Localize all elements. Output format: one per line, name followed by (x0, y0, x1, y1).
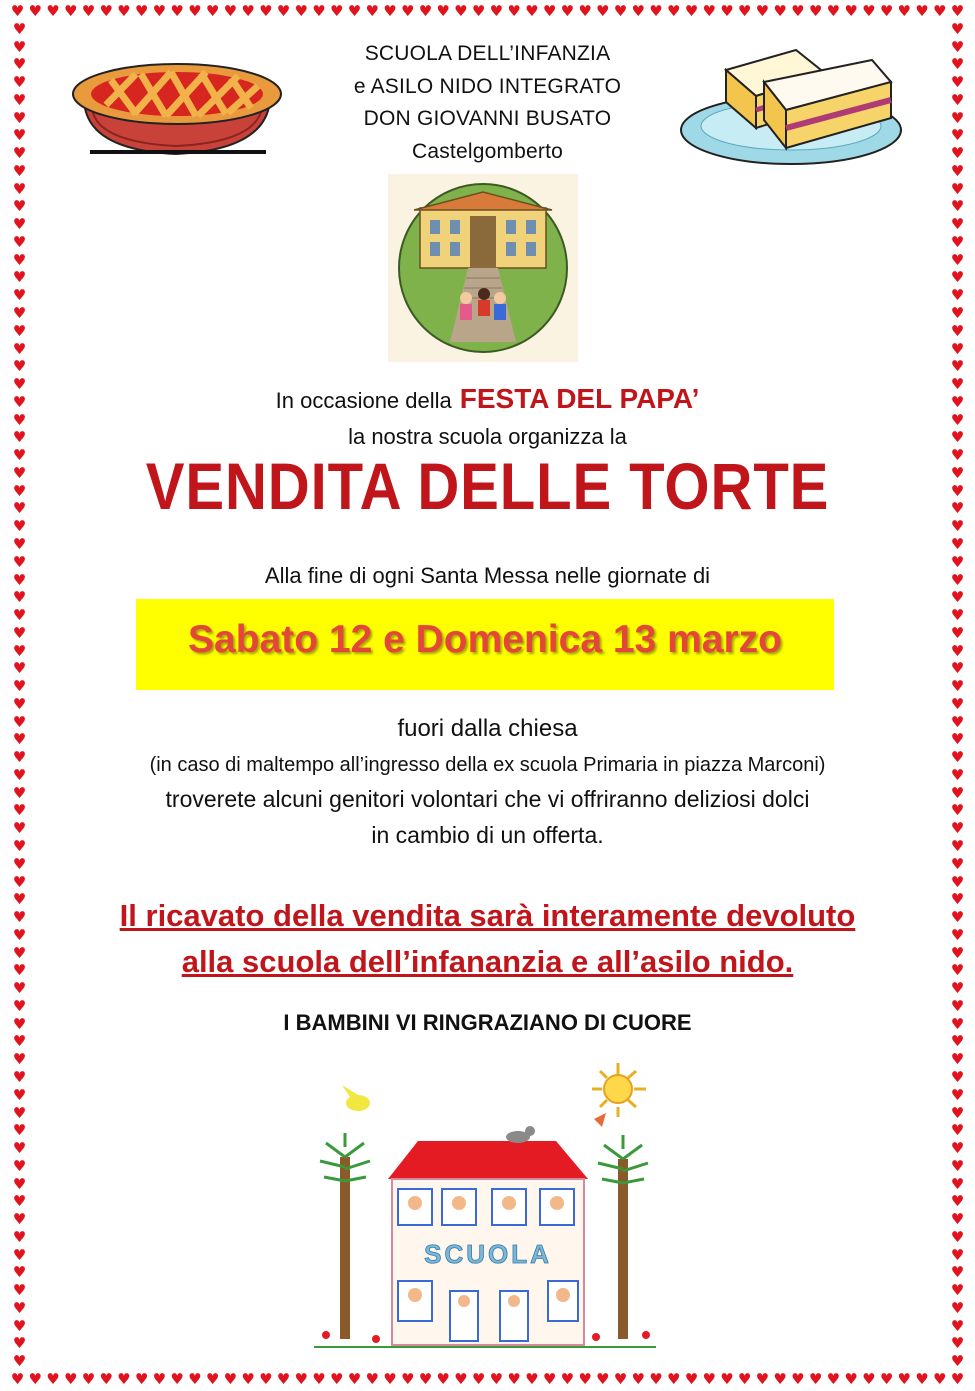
heart-icon: ♥ (950, 1156, 965, 1175)
heart-icon: ♥ (10, 2, 25, 20)
heart-icon: ♥ (12, 1227, 27, 1246)
heart-icon: ♥ (152, 2, 167, 20)
proceeds-line-2: alla scuola dell’infananzia e all’asilo nido. (181, 944, 794, 979)
heart-icon: ♥ (666, 2, 681, 20)
heart-icon: ♥ (808, 2, 823, 20)
heart-icon: ♥ (12, 1334, 27, 1353)
heart-icon: ♥ (81, 2, 96, 20)
heart-icon: ♥ (507, 1370, 521, 1388)
heart-icon: ♥ (12, 1121, 27, 1140)
heart-icon: ♥ (950, 588, 965, 607)
heart-icon: ♥ (950, 1139, 965, 1158)
heart-icon: ♥ (578, 2, 592, 20)
heart-icon: ♥ (12, 996, 27, 1015)
school-name-line-3: DON GIOVANNI BUSATO (363, 107, 612, 130)
heart-icon: ♥ (471, 2, 486, 20)
heart-icon: ♥ (12, 748, 27, 767)
heart-icon: ♥ (950, 286, 965, 305)
heart-icon: ♥ (791, 1370, 805, 1388)
heart-icon: ♥ (950, 499, 965, 518)
heart-icon: ♥ (755, 1370, 770, 1388)
heart-icon: ♥ (542, 2, 557, 20)
heart-icon: ♥ (12, 1352, 27, 1371)
heart-icon: ♥ (631, 1370, 645, 1388)
heart-icon: ♥ (12, 606, 27, 625)
heart-icon: ♥ (12, 179, 27, 198)
heart-icon: ♥ (897, 1370, 911, 1388)
heart-icon: ♥ (950, 1370, 965, 1388)
heart-icon: ♥ (12, 55, 27, 74)
heart-icon: ♥ (347, 1370, 362, 1388)
heart-icon: ♥ (418, 1370, 433, 1388)
heart-icon: ♥ (223, 1370, 238, 1388)
heart-icon: ♥ (12, 677, 27, 696)
heart-icon: ♥ (312, 2, 326, 20)
heart-icon: ♥ (702, 1370, 716, 1388)
thanks-message: I BAMBINI VI RINGRAZIANO DI CUORE (283, 1010, 692, 1035)
heart-icon: ♥ (950, 765, 965, 784)
heart-icon: ♥ (613, 2, 628, 20)
date-highlight-box (136, 599, 834, 690)
heart-icon: ♥ (12, 446, 27, 465)
heart-icon: ♥ (12, 215, 27, 234)
heart-icon: ♥ (950, 517, 965, 536)
heart-icon: ♥ (12, 783, 27, 802)
heart-icon: ♥ (152, 1370, 167, 1388)
heart-icon: ♥ (950, 126, 965, 145)
heart-icon: ♥ (950, 1334, 965, 1353)
heart-icon: ♥ (12, 1067, 27, 1086)
heart-icon: ♥ (12, 979, 27, 998)
heart-icon: ♥ (12, 90, 27, 109)
heart-icon: ♥ (12, 1281, 27, 1300)
page-title: VENDITA DELLE TORTE (145, 449, 830, 523)
heart-icon: ♥ (950, 961, 965, 980)
heart-icon: ♥ (613, 1370, 628, 1388)
heart-icon: ♥ (950, 730, 965, 749)
heart-icon: ♥ (950, 694, 965, 713)
heart-icon: ♥ (330, 1370, 344, 1388)
heart-icon: ♥ (950, 1210, 965, 1229)
heart-icon: ♥ (12, 19, 27, 38)
heart-icon: ♥ (28, 2, 42, 20)
heart-icon: ♥ (12, 588, 27, 607)
details-line-1: troverete alcuni genitori volontari che vi offriranno deliziosi dolci (165, 786, 810, 812)
heart-icon: ♥ (454, 2, 468, 20)
heart-icon: ♥ (950, 1245, 965, 1264)
heart-icon: ♥ (134, 2, 149, 20)
heart-icon: ♥ (400, 2, 415, 20)
heart-icon: ♥ (950, 890, 965, 909)
heart-icon: ♥ (489, 1370, 504, 1388)
heart-icon: ♥ (170, 1370, 184, 1388)
heart-icon: ♥ (259, 2, 273, 20)
heart-icon: ♥ (950, 268, 965, 287)
heart-icon: ♥ (436, 2, 450, 20)
heart-icon: ♥ (950, 161, 965, 180)
heart-icon: ♥ (99, 1370, 113, 1388)
heart-icon: ♥ (12, 730, 27, 749)
heart-icon: ♥ (950, 801, 965, 820)
heart-icon: ♥ (950, 854, 965, 873)
heart-icon: ♥ (12, 943, 27, 962)
heart-icon: ♥ (950, 232, 965, 251)
heart-icon: ♥ (241, 2, 255, 20)
heart-icon: ♥ (826, 1370, 841, 1388)
heart-icon: ♥ (950, 55, 965, 74)
heart-icon: ♥ (12, 570, 27, 589)
intro-prefix: In occasione della (275, 388, 452, 413)
heart-icon: ♥ (63, 1370, 78, 1388)
heart-icon: ♥ (312, 1370, 326, 1388)
heart-icon: ♥ (950, 108, 965, 127)
school-logo-icon (388, 174, 578, 362)
schedule-lead: Alla fine di ogni Santa Messa nelle giornate di (264, 563, 711, 588)
heart-icon: ♥ (294, 1370, 308, 1388)
heart-icon: ♥ (471, 1370, 486, 1388)
heart-icon: ♥ (720, 1370, 734, 1388)
heart-icon: ♥ (99, 2, 113, 20)
heart-icon: ♥ (578, 1370, 592, 1388)
heart-icon: ♥ (950, 837, 965, 855)
heart-icon: ♥ (12, 1316, 27, 1335)
heart-icon: ♥ (12, 925, 27, 944)
heart-icon: ♥ (791, 2, 805, 20)
heart-icon: ♥ (347, 2, 362, 20)
heart-icon: ♥ (950, 428, 965, 447)
heart-icon: ♥ (844, 1370, 858, 1388)
heart-icon: ♥ (560, 2, 575, 20)
heart-icon: ♥ (12, 801, 27, 820)
heart-icon: ♥ (188, 2, 202, 20)
school-town: Castelgomberto (411, 140, 564, 163)
heart-icon: ♥ (12, 197, 27, 216)
heart-icon: ♥ (400, 1370, 415, 1388)
heart-icon: ♥ (950, 641, 965, 660)
heart-icon: ♥ (950, 606, 965, 625)
location: fuori dalla chiesa (397, 715, 578, 742)
heart-icon: ♥ (117, 1370, 131, 1388)
heart-icon: ♥ (950, 179, 965, 198)
heart-icon: ♥ (950, 783, 965, 802)
school-name-line-2: e ASILO NIDO INTEGRATO (353, 75, 622, 98)
heart-icon: ♥ (684, 1370, 699, 1388)
heart-icon: ♥ (12, 1085, 27, 1104)
heart-icon: ♥ (12, 1050, 27, 1069)
heart-icon: ♥ (365, 2, 379, 20)
heart-icon: ♥ (489, 2, 504, 20)
heart-icon: ♥ (12, 534, 27, 553)
heart-icon: ♥ (12, 268, 27, 287)
heart-icon: ♥ (950, 819, 965, 838)
heart-icon: ♥ (737, 2, 752, 20)
heart-icon: ♥ (12, 1245, 27, 1264)
bad-weather-note: (in caso di maltempo all’ingresso della ex scuola Primaria in piazza Marconi) (149, 754, 826, 776)
heart-icon: ♥ (12, 232, 27, 251)
heart-icon: ♥ (117, 2, 131, 20)
heart-icon: ♥ (596, 2, 610, 20)
heart-icon: ♥ (950, 712, 965, 731)
heart-icon: ♥ (950, 534, 965, 553)
heart-icon: ♥ (950, 1352, 965, 1371)
heart-icon: ♥ (418, 2, 433, 20)
heart-icon: ♥ (12, 517, 27, 536)
heart-icon: ♥ (897, 2, 911, 20)
heart-icon: ♥ (12, 1103, 27, 1122)
heart-icon: ♥ (950, 1085, 965, 1104)
heart-icon: ♥ (12, 73, 27, 92)
heart-icon: ♥ (737, 1370, 752, 1388)
heart-icon: ♥ (950, 481, 965, 500)
heart-icon: ♥ (365, 1370, 379, 1388)
heart-icon: ♥ (950, 996, 965, 1015)
heart-icon: ♥ (950, 392, 965, 411)
heart-icon: ♥ (950, 1281, 965, 1300)
heart-icon: ♥ (542, 1370, 557, 1388)
heart-icon: ♥ (879, 1370, 894, 1388)
heart-icon: ♥ (12, 410, 27, 429)
heart-icon: ♥ (205, 1370, 220, 1388)
heart-icon: ♥ (294, 2, 308, 20)
heart-icon: ♥ (950, 748, 965, 767)
heart-icon: ♥ (950, 19, 965, 38)
heart-icon: ♥ (950, 1121, 965, 1140)
heart-icon: ♥ (950, 410, 965, 429)
heart-icon: ♥ (950, 925, 965, 944)
heart-icon: ♥ (915, 2, 929, 20)
heart-icon: ♥ (596, 1370, 610, 1388)
heart-icon: ♥ (950, 908, 965, 927)
heart-icon: ♥ (933, 2, 947, 20)
heart-icon: ♥ (525, 2, 539, 20)
heart-icon: ♥ (170, 2, 184, 20)
heart-icon: ♥ (330, 2, 344, 20)
heart-icon: ♥ (12, 463, 27, 482)
details-line-2: in cambio di un offerta. (371, 822, 604, 848)
festa-del-papa: FESTA DEL PAPA’ (459, 383, 700, 414)
heart-icon: ♥ (950, 1227, 965, 1246)
heart-icon: ♥ (12, 1156, 27, 1175)
heart-icon: ♥ (950, 1067, 965, 1086)
heart-icon: ♥ (81, 1370, 96, 1388)
heart-icon: ♥ (950, 1298, 965, 1317)
event-dates: Sabato 12 e Domenica 13 marzo (188, 618, 782, 661)
heart-icon: ♥ (950, 1263, 965, 1282)
heart-icon: ♥ (12, 872, 27, 891)
heart-icon: ♥ (12, 623, 27, 642)
intro-line-2: la nostra scuola organizza la (348, 424, 627, 449)
heart-icon: ♥ (950, 2, 965, 20)
heart-icon: ♥ (28, 1370, 42, 1388)
heart-icon: ♥ (666, 1370, 681, 1388)
heart-icon: ♥ (950, 943, 965, 962)
heart-icon: ♥ (862, 2, 876, 20)
heart-icon: ♥ (12, 694, 27, 713)
heart-icon: ♥ (950, 623, 965, 642)
heart-icon: ♥ (950, 1316, 965, 1335)
heart-icon: ♥ (808, 1370, 823, 1388)
heart-icon: ♥ (63, 2, 78, 20)
heart-icon: ♥ (223, 2, 238, 20)
heart-icon: ♥ (862, 1370, 876, 1388)
heart-icon: ♥ (826, 2, 841, 20)
heart-icon: ♥ (720, 2, 734, 20)
heart-icon: ♥ (950, 1032, 965, 1051)
heart-icon: ♥ (950, 250, 965, 269)
heart-icon: ♥ (933, 1370, 947, 1388)
heart-icon: ♥ (12, 552, 27, 571)
heart-icon: ♥ (12, 1210, 27, 1229)
heart-icon: ♥ (12, 108, 27, 127)
heart-icon: ♥ (950, 321, 965, 340)
heart-icon: ♥ (950, 37, 965, 56)
heart-icon: ♥ (12, 375, 27, 394)
heart-icon: ♥ (950, 979, 965, 998)
heart-icon: ♥ (188, 1370, 202, 1388)
heart-icon: ♥ (915, 1370, 929, 1388)
heart-icon: ♥ (12, 144, 27, 163)
heart-icon: ♥ (454, 1370, 468, 1388)
heart-icon: ♥ (702, 2, 716, 20)
heart-icon: ♥ (12, 1032, 27, 1051)
heart-icon: ♥ (950, 215, 965, 234)
heart-icon: ♥ (12, 161, 27, 180)
heart-icon: ♥ (950, 1192, 965, 1211)
heart-icon: ♥ (950, 872, 965, 891)
heart-icon: ♥ (950, 677, 965, 696)
heart-icon: ♥ (950, 1174, 965, 1193)
heart-icon: ♥ (879, 2, 894, 20)
heart-icon: ♥ (383, 2, 397, 20)
heart-icon: ♥ (684, 2, 699, 20)
heart-icon: ♥ (631, 2, 645, 20)
heart-icon: ♥ (436, 1370, 450, 1388)
heart-icon: ♥ (950, 144, 965, 163)
heart-icon: ♥ (950, 659, 965, 678)
heart-icon: ♥ (12, 1139, 27, 1158)
heart-icon: ♥ (950, 375, 965, 394)
heart-icon: ♥ (12, 1298, 27, 1317)
heart-icon: ♥ (134, 1370, 149, 1388)
heart-icon: ♥ (12, 481, 27, 500)
heart-icon: ♥ (12, 321, 27, 340)
heart-icon: ♥ (12, 854, 27, 873)
school-label: SCUOLA (424, 1239, 552, 1269)
heart-icon: ♥ (12, 659, 27, 678)
heart-icon: ♥ (844, 2, 858, 20)
heart-icon: ♥ (773, 2, 787, 20)
heart-icon: ♥ (12, 961, 27, 980)
heart-icon: ♥ (12, 357, 27, 376)
heart-icon: ♥ (12, 499, 27, 518)
heart-icon: ♥ (276, 1370, 291, 1388)
heart-icon: ♥ (560, 1370, 575, 1388)
heart-icon: ♥ (950, 1103, 965, 1122)
heart-icon: ♥ (12, 890, 27, 909)
heart-icon: ♥ (383, 1370, 397, 1388)
heart-icon: ♥ (950, 197, 965, 216)
heart-icon: ♥ (950, 339, 965, 358)
heart-icon: ♥ (773, 1370, 787, 1388)
heart-icon: ♥ (12, 712, 27, 731)
heart-icon: ♥ (12, 428, 27, 447)
heart-icon: ♥ (12, 1014, 27, 1033)
heart-icon: ♥ (12, 1174, 27, 1193)
heart-icon: ♥ (950, 1050, 965, 1069)
heart-icon: ♥ (12, 765, 27, 784)
heart-icon: ♥ (755, 2, 770, 20)
heart-icon: ♥ (950, 463, 965, 482)
heart-icon: ♥ (46, 2, 60, 20)
heart-icon: ♥ (276, 2, 291, 20)
heart-icon: ♥ (205, 2, 220, 20)
heart-icon: ♥ (12, 819, 27, 838)
heart-icon: ♥ (525, 1370, 539, 1388)
heart-icon: ♥ (649, 2, 663, 20)
heart-icon: ♥ (12, 126, 27, 145)
heart-icon: ♥ (950, 570, 965, 589)
pie-icon (66, 50, 288, 160)
heart-icon: ♥ (12, 1192, 27, 1211)
heart-icon: ♥ (12, 837, 27, 855)
heart-icon: ♥ (507, 2, 521, 20)
heart-icon: ♥ (950, 304, 965, 323)
proceeds-line-1: Il ricavato della vendita sarà interamente devoluto (119, 898, 856, 933)
heart-icon: ♥ (12, 908, 27, 927)
heart-icon: ♥ (241, 1370, 255, 1388)
heart-icon: ♥ (950, 90, 965, 109)
heart-icon: ♥ (950, 1014, 965, 1033)
heart-icon: ♥ (950, 73, 965, 92)
heart-icon: ♥ (649, 1370, 663, 1388)
heart-icon: ♥ (12, 304, 27, 323)
heart-icon: ♥ (12, 641, 27, 660)
school-drawing-icon (306, 1057, 663, 1352)
heart-icon: ♥ (12, 37, 27, 56)
heart-icon: ♥ (259, 1370, 273, 1388)
heart-icon: ♥ (10, 1370, 25, 1388)
heart-icon: ♥ (12, 250, 27, 269)
intro-line-1 (0, 383, 975, 415)
heart-icon: ♥ (950, 357, 965, 376)
school-name-line-1: SCUOLA DELL’INFANZIA (364, 42, 611, 65)
heart-icon: ♥ (950, 446, 965, 465)
heart-icon: ♥ (12, 392, 27, 411)
heart-icon: ♥ (12, 286, 27, 305)
heart-icon: ♥ (46, 1370, 60, 1388)
heart-icon: ♥ (950, 552, 965, 571)
heart-icon: ♥ (12, 1263, 27, 1282)
heart-icon: ♥ (12, 339, 27, 358)
